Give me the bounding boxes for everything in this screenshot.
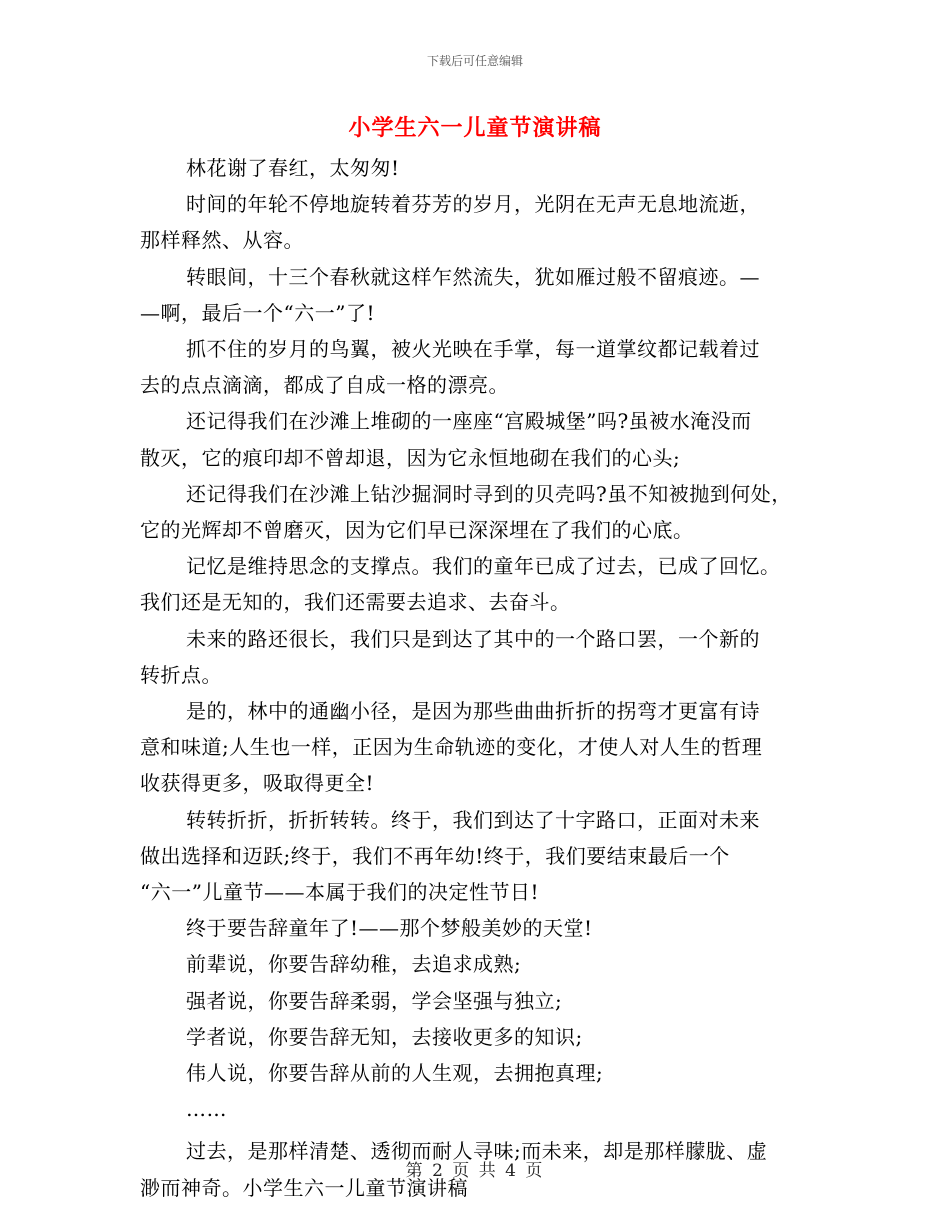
paragraph: 还记得我们在沙滩上钻沙掘洞时寻到的贝壳吗?虽不知被抛到何处， 它的光辉却不曾磨灭，因为它们早已深深埋在了我们的心底。 <box>140 481 792 543</box>
document-title: 小学生六一儿童节演讲稿 <box>348 116 602 141</box>
document-body <box>140 150 820 1206</box>
paragraph: 时间的年轮不停地旋转着芬芳的岁月，光阴在无声无息地流逝， 那样释然、从容。 <box>140 192 760 253</box>
paragraph: 未来的路还很长，我们只是到达了其中的一个路口罢，一个新的 转折点。 <box>140 626 760 687</box>
paragraph: 记忆是维持思念的支撑点。我们的童年已成了过去，已成了回忆。 我们还是无知的，我们还需要去追求、去奋斗。 <box>140 554 781 615</box>
paragraph: 林花谢了春红，太匆匆! <box>186 156 400 180</box>
paragraph: 还记得我们在沙滩上堆砌的一座座“宫殿城堡”吗?虽被水淹没而 散灭，它的痕印却不曾却退，因为它永恒地砌在我们的心头; <box>140 409 752 470</box>
paragraph: 是的，林中的通幽小径，是因为那些曲曲折折的拐弯才更富有诗 意和味道;人生也一样，正因为生命轨迹的变化，才使人对人生的哲理 收获得更多，吸取得更全! <box>140 699 763 796</box>
paragraph: 伟人说，你要告辞从前的人生观，去拥抱真理; <box>186 1061 604 1086</box>
paragraph: 学者说，你要告辞无知，去接收更多的知识; <box>186 1024 583 1049</box>
paragraph: 终于要告辞童年了!——那个梦般美妙的天堂! <box>186 916 593 941</box>
paragraph: 转转折折，折折转转。终于，我们到达了十字路口，正面对未来 做出选择和迈跃;终于，我们不再年幼!终于，我们要结束最后一个 “六一”儿童节——本属于我们的决定性节日! <box>140 807 760 905</box>
paragraph: 前辈说，你要告辞幼稚，去追求成熟; <box>186 952 522 977</box>
paragraph: 强者说，你要告辞柔弱，学会坚强与独立; <box>186 988 563 1013</box>
page-header-note: 下载后可任意编辑 <box>426 54 523 68</box>
paragraph: 转眼间，十三个春秋就这样乍然流失，犹如雁过般不留痕迹。— —啊，最后一个“六一”了! <box>140 264 760 325</box>
page-number: 第 2 页 共 4 页 <box>405 1161 545 1181</box>
paragraph: 过去，是那样清楚、透彻而耐人寻味;而未来，却是那样朦胧、虚 渺而神奇。小学生六一儿童节演讲稿 <box>140 1139 768 1200</box>
paragraph: 抓不住的岁月的鸟翼，被火光映在手掌，每一道掌纹都记载着过 去的点点滴滴，都成了自成一格的漂亮。 <box>140 337 760 398</box>
paragraph-ellipsis: …… <box>186 1097 227 1122</box>
